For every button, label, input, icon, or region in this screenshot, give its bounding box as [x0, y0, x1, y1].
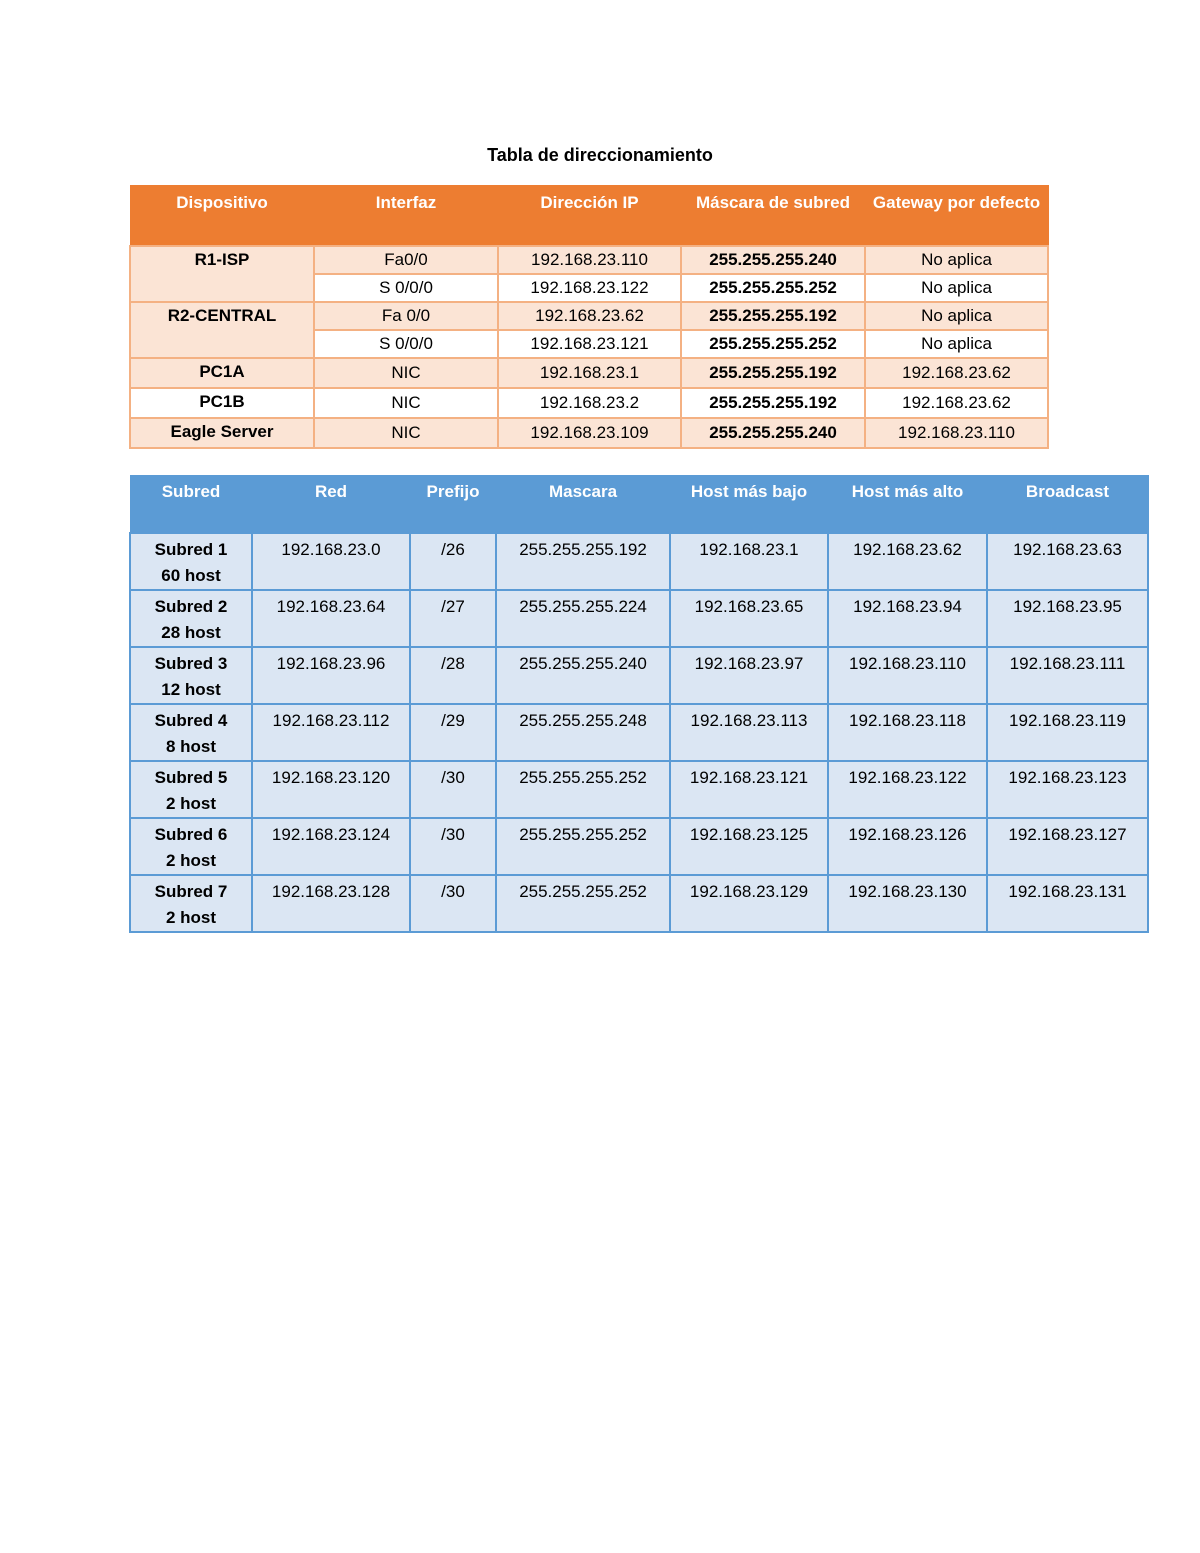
broadcast-cell: 192.168.23.127 — [987, 818, 1148, 875]
subnet-name: Subred 3 — [154, 654, 228, 673]
broadcast-cell: 192.168.23.63 — [987, 533, 1148, 590]
low-host-cell: 192.168.23.113 — [670, 704, 828, 761]
header-network: Red — [252, 476, 410, 534]
device-cell: R1-ISP — [130, 246, 314, 302]
low-host-cell: 192.168.23.121 — [670, 761, 828, 818]
subnet-name: Subred 6 — [154, 825, 228, 844]
gateway-cell: No aplica — [865, 246, 1048, 274]
subnet-host-count: 2 host — [165, 908, 217, 927]
prefix-cell: /30 — [410, 875, 496, 932]
broadcast-cell: 192.168.23.131 — [987, 875, 1148, 932]
gateway-cell: 192.168.23.62 — [865, 388, 1048, 418]
interface-cell: S 0/0/0 — [314, 274, 498, 302]
device-cell: Eagle Server — [130, 418, 314, 448]
mask-cell: 255.255.255.252 — [681, 274, 865, 302]
low-host-cell: 192.168.23.65 — [670, 590, 828, 647]
network-cell: 192.168.23.128 — [252, 875, 410, 932]
subnet-host-count: 2 host — [165, 794, 217, 813]
header-mask: Máscara de subred — [681, 186, 865, 247]
ip-cell: 192.168.23.121 — [498, 330, 681, 358]
mask-cell: 255.255.255.252 — [496, 761, 670, 818]
mask-cell: 255.255.255.252 — [496, 875, 670, 932]
high-host-cell: 192.168.23.62 — [828, 533, 987, 590]
subnet-name-cell — [130, 818, 252, 875]
mask-cell: 255.255.255.192 — [681, 302, 865, 330]
broadcast-cell: 192.168.23.119 — [987, 704, 1148, 761]
header-prefix: Prefijo — [410, 476, 496, 534]
network-cell: 192.168.23.120 — [252, 761, 410, 818]
network-cell: 192.168.23.124 — [252, 818, 410, 875]
device-cell: PC1A — [130, 358, 314, 388]
device-cell: R2-CENTRAL — [130, 302, 314, 358]
subnet-name-cell — [130, 761, 252, 818]
subnet-name-cell — [130, 533, 252, 590]
high-host-cell: 192.168.23.118 — [828, 704, 987, 761]
mask-cell: 255.255.255.240 — [681, 246, 865, 274]
header-device: Dispositivo — [130, 186, 314, 247]
mask-cell: 255.255.255.240 — [681, 418, 865, 448]
mask-cell: 255.255.255.224 — [496, 590, 670, 647]
gateway-cell: 192.168.23.62 — [865, 358, 1048, 388]
header-gateway: Gateway por defecto — [865, 186, 1048, 247]
ip-cell: 192.168.23.109 — [498, 418, 681, 448]
subnet-host-count: 60 host — [161, 566, 221, 585]
mask-cell: 255.255.255.192 — [496, 533, 670, 590]
subnet-name-cell — [130, 590, 252, 647]
ip-cell: 192.168.23.1 — [498, 358, 681, 388]
header-interface: Interfaz — [314, 186, 498, 247]
mask-cell: 255.255.255.192 — [681, 358, 865, 388]
page-title: Tabla de direccionamiento — [487, 145, 713, 165]
subnet-name-cell — [130, 647, 252, 704]
ip-cell: 192.168.23.2 — [498, 388, 681, 418]
low-host-cell: 192.168.23.1 — [670, 533, 828, 590]
interface-cell: S 0/0/0 — [314, 330, 498, 358]
gateway-cell: No aplica — [865, 302, 1048, 330]
prefix-cell: /29 — [410, 704, 496, 761]
mask-cell: 255.255.255.252 — [681, 330, 865, 358]
table-row — [130, 358, 1048, 388]
subnet-host-count: 12 host — [161, 680, 221, 699]
subnet-name: Subred 5 — [154, 768, 228, 787]
addressing-header-row — [130, 186, 1048, 247]
high-host-cell: 192.168.23.110 — [828, 647, 987, 704]
header-mask: Mascara — [496, 476, 670, 534]
subnet-host-count: 28 host — [161, 623, 221, 642]
mask-cell: 255.255.255.192 — [681, 388, 865, 418]
subnet-name: Subred 4 — [154, 711, 228, 730]
low-host-cell: 192.168.23.97 — [670, 647, 828, 704]
subnet-name: Subred 1 — [154, 540, 228, 559]
table-row — [130, 761, 1148, 818]
broadcast-cell: 192.168.23.111 — [987, 647, 1148, 704]
prefix-cell: /26 — [410, 533, 496, 590]
interface-cell: Fa0/0 — [314, 246, 498, 274]
table-row — [130, 647, 1148, 704]
interface-cell: NIC — [314, 388, 498, 418]
high-host-cell: 192.168.23.130 — [828, 875, 987, 932]
high-host-cell: 192.168.23.94 — [828, 590, 987, 647]
mask-cell: 255.255.255.240 — [496, 647, 670, 704]
device-cell: PC1B — [130, 388, 314, 418]
subnet-table — [129, 475, 1149, 933]
mask-cell: 255.255.255.248 — [496, 704, 670, 761]
subnet-name-cell — [130, 875, 252, 932]
network-cell: 192.168.23.64 — [252, 590, 410, 647]
ip-cell: 192.168.23.110 — [498, 246, 681, 274]
table-row — [130, 875, 1148, 932]
network-cell: 192.168.23.112 — [252, 704, 410, 761]
table-row — [130, 590, 1148, 647]
network-cell: 192.168.23.96 — [252, 647, 410, 704]
low-host-cell: 192.168.23.129 — [670, 875, 828, 932]
table-row — [130, 302, 1048, 330]
subnet-host-count: 2 host — [165, 851, 217, 870]
network-cell: 192.168.23.0 — [252, 533, 410, 590]
gateway-cell: 192.168.23.110 — [865, 418, 1048, 448]
gateway-cell: No aplica — [865, 274, 1048, 302]
high-host-cell: 192.168.23.126 — [828, 818, 987, 875]
broadcast-cell: 192.168.23.123 — [987, 761, 1148, 818]
addressing-table — [129, 185, 1049, 449]
interface-cell: Fa 0/0 — [314, 302, 498, 330]
prefix-cell: /27 — [410, 590, 496, 647]
header-subnet: Subred — [130, 476, 252, 534]
broadcast-cell: 192.168.23.95 — [987, 590, 1148, 647]
subnet-name: Subred 2 — [154, 597, 228, 616]
interface-cell: NIC — [314, 358, 498, 388]
ip-cell: 192.168.23.122 — [498, 274, 681, 302]
table-row — [130, 246, 1048, 274]
gateway-cell: No aplica — [865, 330, 1048, 358]
subnet-host-count: 8 host — [165, 737, 217, 756]
header-ip: Dirección IP — [498, 186, 681, 247]
prefix-cell: /30 — [410, 761, 496, 818]
high-host-cell: 192.168.23.122 — [828, 761, 987, 818]
header-low-host: Host más bajo — [670, 476, 828, 534]
table-row — [130, 388, 1048, 418]
table-row — [130, 704, 1148, 761]
interface-cell: NIC — [314, 418, 498, 448]
subnet-header-row — [130, 476, 1148, 534]
prefix-cell: /30 — [410, 818, 496, 875]
table-row — [130, 818, 1148, 875]
prefix-cell: /28 — [410, 647, 496, 704]
header-broadcast: Broadcast — [987, 476, 1148, 534]
ip-cell: 192.168.23.62 — [498, 302, 681, 330]
mask-cell: 255.255.255.252 — [496, 818, 670, 875]
low-host-cell: 192.168.23.125 — [670, 818, 828, 875]
table-row — [130, 533, 1148, 590]
subnet-name: Subred 7 — [154, 882, 228, 901]
table-row — [130, 418, 1048, 448]
header-high-host: Host más alto — [828, 476, 987, 534]
subnet-name-cell — [130, 704, 252, 761]
